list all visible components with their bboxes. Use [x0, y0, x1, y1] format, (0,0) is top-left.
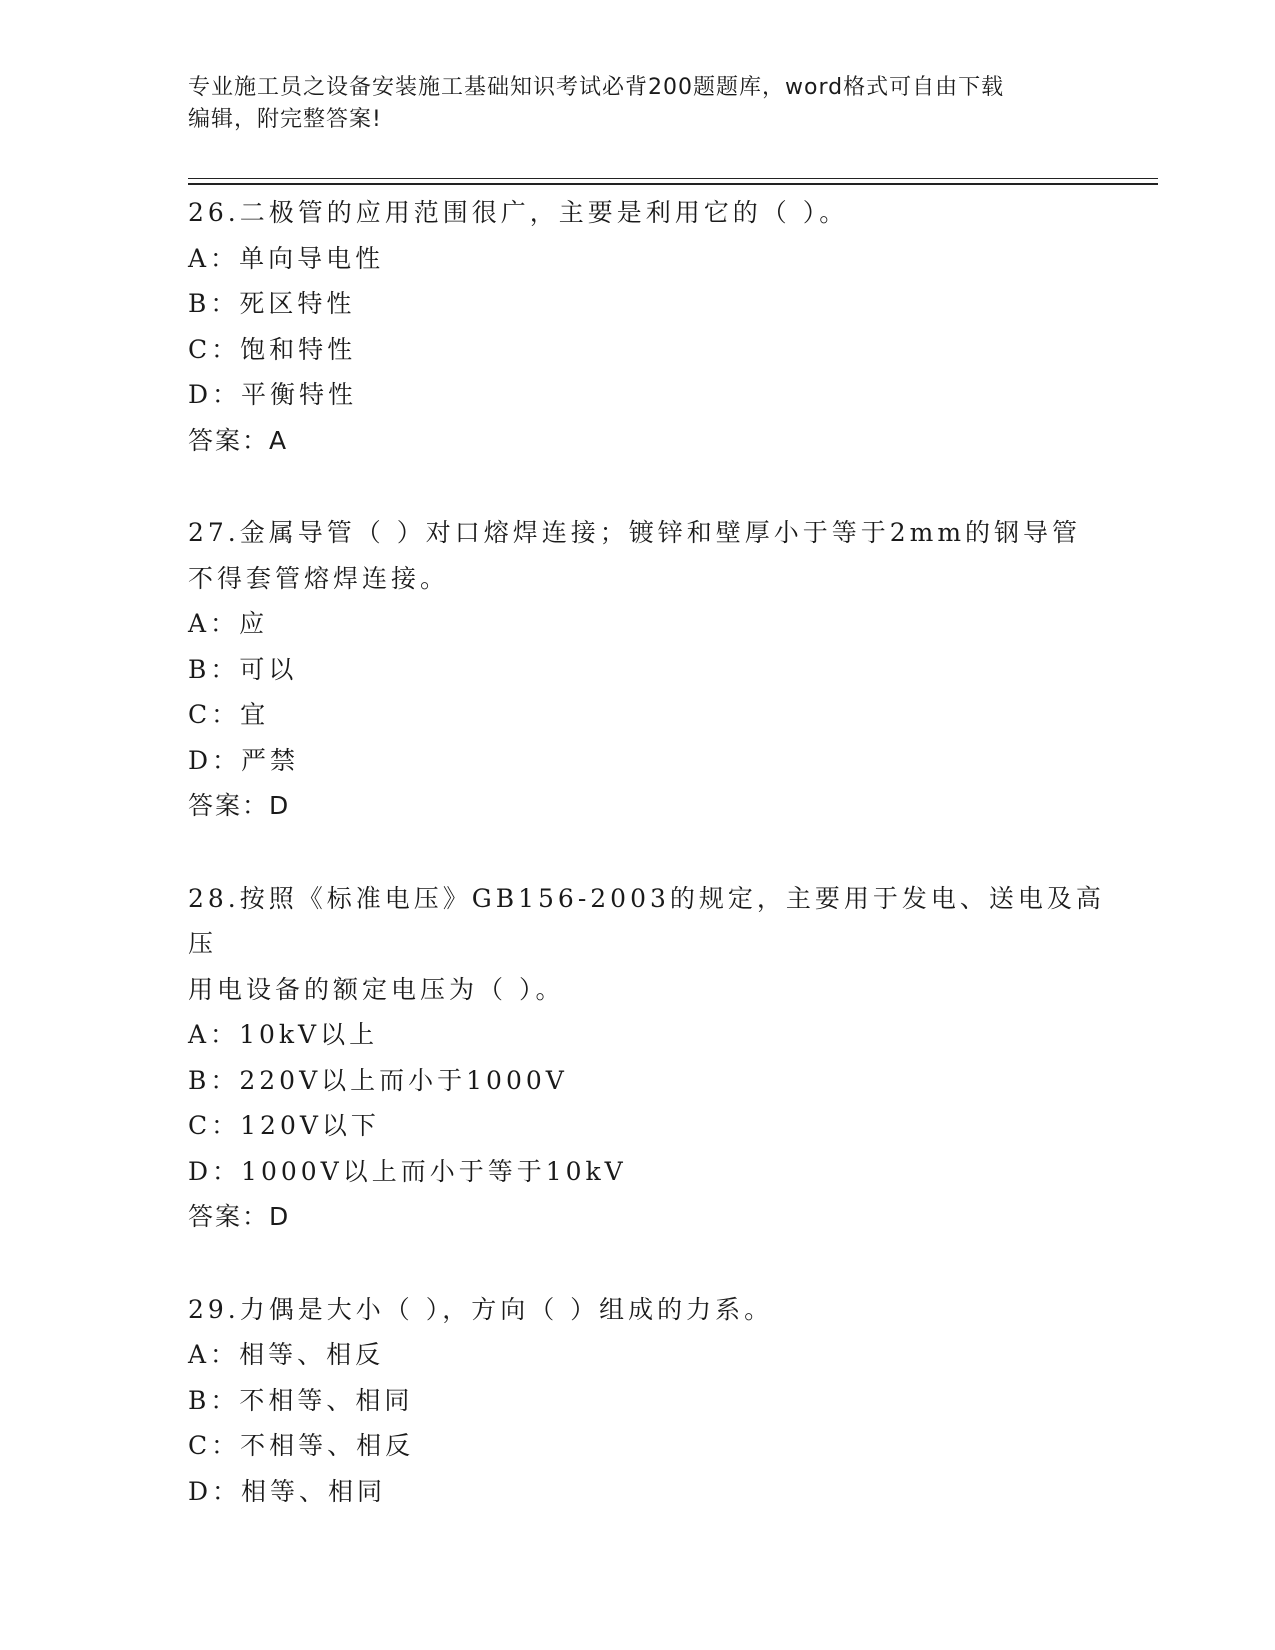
option-text: 宜	[240, 700, 270, 729]
option-a	[188, 236, 1108, 282]
option-d	[188, 738, 1108, 784]
option-text: 相等、相反	[239, 1340, 385, 1369]
option-text: 饱和特性	[240, 334, 357, 364]
answer-line: 答案：A	[188, 425, 289, 455]
option-text: 可以	[239, 654, 298, 684]
question-stem: 29.力偶是大小（ ），方向（ ）组成的力系。	[188, 1294, 774, 1324]
option-text: 120V以下	[240, 1111, 380, 1140]
answer-line: 答案：D	[188, 791, 291, 820]
option-label: D：	[188, 1156, 242, 1186]
option-label: C：	[188, 334, 241, 364]
option-label: D：	[188, 1476, 242, 1506]
question-stem: 27.金属导管（ ）对口熔焊连接；镀锌和壁厚小于等于2mm的钢导管	[188, 518, 1082, 547]
option-text: 1000V以上而小于等于10kV	[241, 1156, 627, 1186]
option-b	[188, 281, 1108, 327]
header-title-line-2: 编辑，附完整答案!	[188, 107, 382, 132]
option-c	[188, 1103, 1108, 1149]
option-text: 死区特性	[239, 289, 356, 318]
option-c	[188, 1423, 1108, 1469]
header-title-line-1: 专业施工员之设备安装施工基础知识考试必背200题题库，word格式可自由下载	[188, 75, 1005, 100]
question-stem: 26.二极管的应用范围很广，主要是利用它的（ ）。	[188, 198, 849, 227]
question-29	[188, 1287, 1108, 1515]
question-stem: 28.按照《标准电压》GB156-2003的规定，主要用于发电、送电及高压	[188, 883, 1105, 958]
option-label: C：	[188, 1431, 241, 1460]
question-26	[188, 190, 1108, 463]
option-label: D：	[188, 745, 242, 775]
question-28	[188, 876, 1108, 1240]
question-stem-continued: 用电设备的额定电压为（ ）。	[188, 974, 565, 1004]
header-divider-thin	[188, 178, 1158, 179]
option-label: C：	[188, 1111, 241, 1140]
option-text: 10kV以上	[239, 1020, 379, 1049]
question-list	[188, 190, 1108, 1561]
option-label: B：	[188, 1385, 240, 1415]
option-text: 相等、相同	[241, 1476, 387, 1506]
option-text: 严禁	[241, 745, 300, 775]
option-text: 220V以上而小于1000V	[239, 1065, 568, 1095]
option-text: 单向导电性	[239, 243, 385, 273]
answer-line: 答案：D	[188, 1202, 291, 1231]
option-text: 平衡特性	[241, 380, 358, 409]
option-d	[188, 1149, 1108, 1195]
option-text: 不相等、相反	[240, 1431, 415, 1460]
option-c	[188, 327, 1108, 373]
option-text: 不相等、相同	[239, 1385, 414, 1415]
option-label: A：	[188, 1020, 240, 1049]
question-stem-continued: 不得套管熔焊连接。	[188, 563, 450, 593]
option-a	[188, 601, 1108, 647]
document-header	[188, 72, 1088, 136]
option-label: A：	[188, 243, 240, 273]
option-a	[188, 1012, 1108, 1058]
option-label: A：	[188, 1340, 240, 1369]
option-text: 应	[239, 609, 269, 638]
option-label: A：	[188, 609, 240, 638]
option-d	[188, 372, 1108, 418]
option-b	[188, 1058, 1108, 1104]
option-label: B：	[188, 289, 240, 318]
option-a	[188, 1332, 1108, 1378]
header-divider-thick	[188, 183, 1158, 185]
option-label: D：	[188, 380, 242, 409]
option-c	[188, 692, 1108, 738]
option-b	[188, 1378, 1108, 1424]
option-label: C：	[188, 700, 241, 729]
option-label: B：	[188, 654, 240, 684]
option-d	[188, 1469, 1108, 1515]
option-label: B：	[188, 1065, 240, 1095]
question-27	[188, 510, 1108, 829]
option-b	[188, 647, 1108, 693]
